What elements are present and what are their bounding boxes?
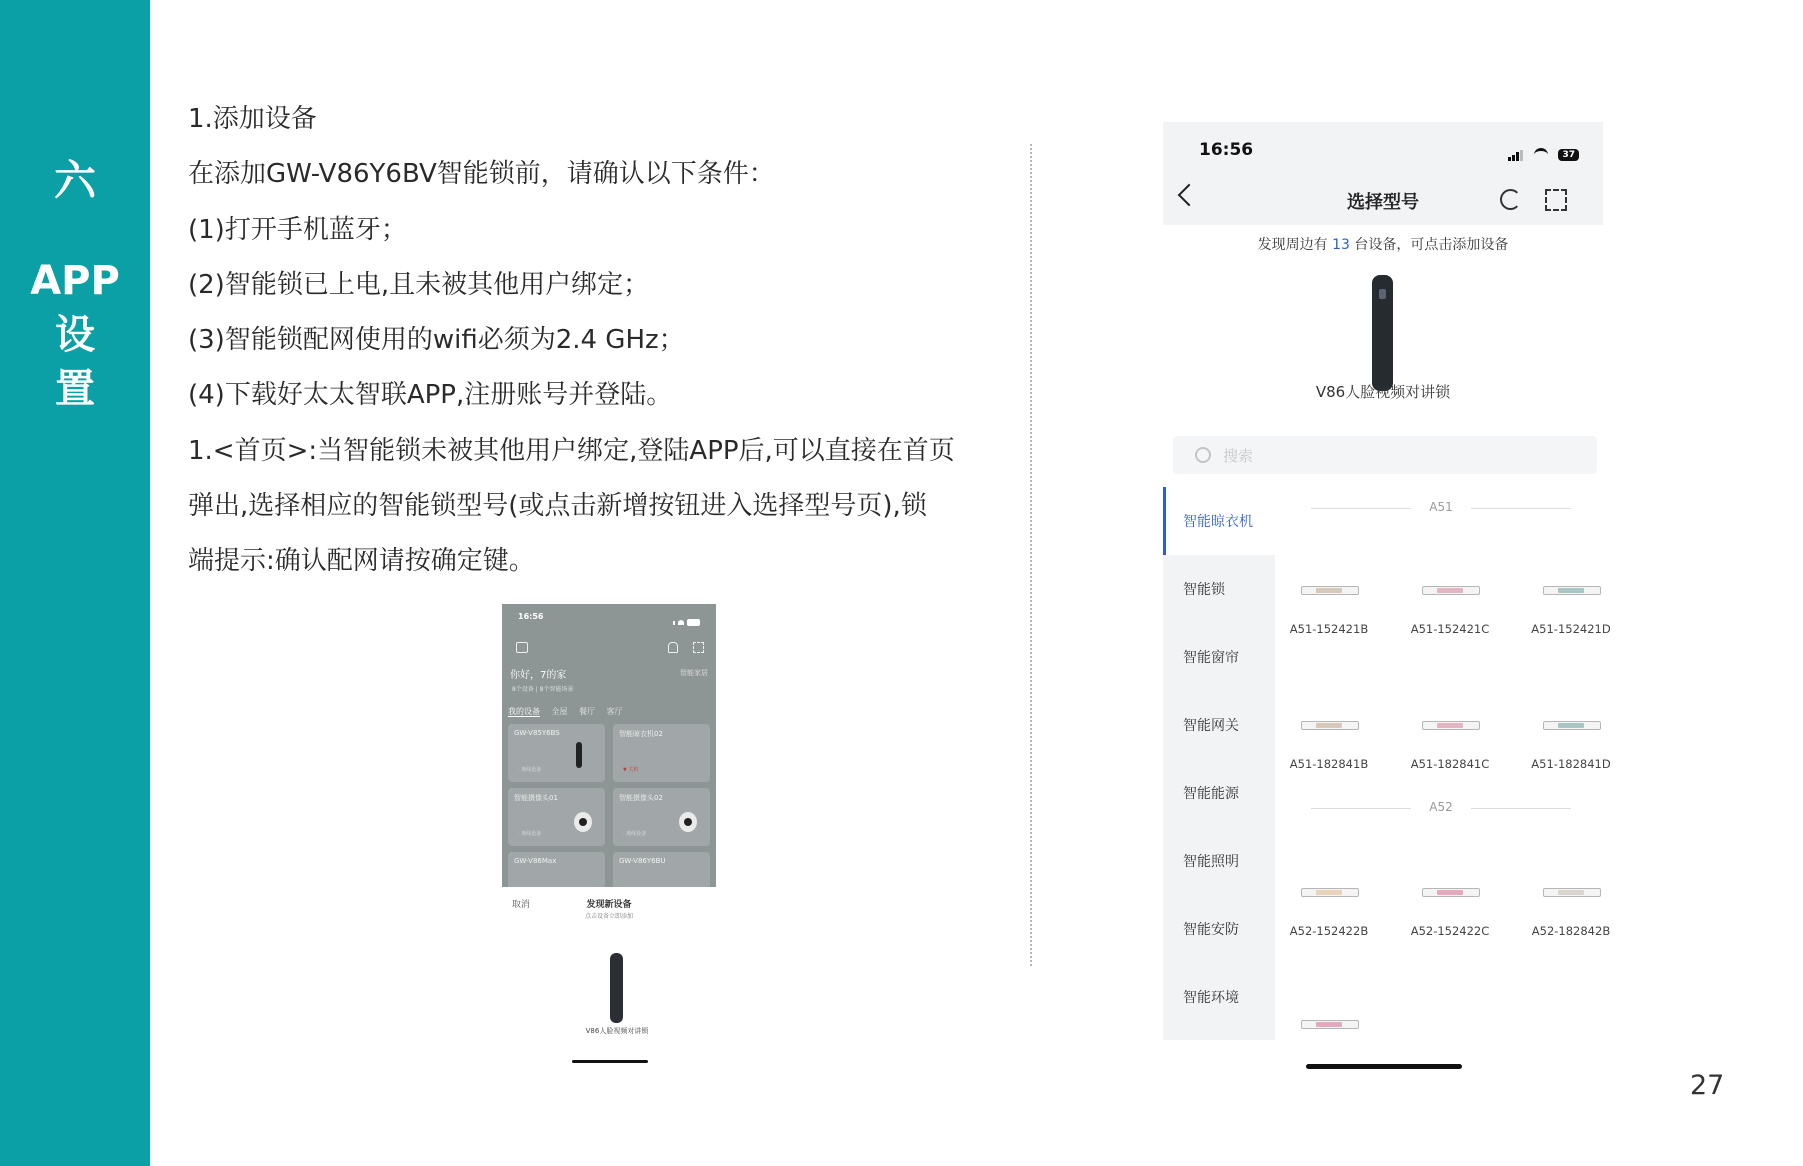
product-swatch [1316,1022,1342,1027]
chapter-title [0,254,150,416]
product-item[interactable] [1521,870,1621,940]
product-item[interactable] [1400,568,1500,638]
device-card[interactable] [613,724,710,782]
section-header: A52 [1311,800,1571,816]
device-card[interactable] [508,724,605,782]
product-item[interactable] [1521,703,1621,773]
sheet-title: 发现新设备 [586,900,632,910]
product-swatch [1558,588,1584,593]
lock-device-label[interactable]: V86人脸视频对讲锁 [585,1027,649,1035]
category-item[interactable] [1163,555,1275,623]
product-image [1301,721,1359,730]
tab-living[interactable]: 客厅 [606,707,623,716]
discovery-suffix: 台设备，可点击添加设备 [1349,237,1509,253]
device-card-name: 智能晾衣机02 [619,730,663,738]
product-item[interactable] [1279,703,1379,773]
product-name: A51-152421B [1289,622,1369,636]
product-image [1543,888,1601,897]
device-card-status: · 离线设备 [623,831,647,837]
scan-icon[interactable] [693,642,704,653]
product-item[interactable] [1400,870,1500,940]
product-image [1301,1020,1359,1029]
product-name: A51-182841B [1289,757,1369,771]
category-label: 智能照明 [1183,854,1239,870]
category-label: 智能窗帘 [1183,650,1239,666]
step-line-1: 1.<首页>:当智能锁未被其他用户绑定,登陆APP后,可以直接在首页 [188,435,955,466]
section-header: A51 [1311,500,1571,516]
product-image [1422,888,1480,897]
category-label: 智能网关 [1183,718,1239,734]
search-icon [1195,447,1211,463]
home-icon[interactable] [516,642,528,653]
status-icons [670,612,706,620]
cancel-button[interactable]: 取消 [512,900,531,910]
device-card-name: 智能摄像头02 [619,794,663,802]
category-item[interactable] [1163,487,1275,555]
search-placeholder: 搜索 [1223,447,1254,465]
page-title: 选择型号 [1347,192,1419,213]
home-indicator [572,1060,648,1063]
device-card-status: ▼ 关机 [623,767,639,773]
column-divider [1030,144,1032,966]
chapter-title-char: APP [30,258,120,304]
home-screen [502,604,716,887]
lock-device-image[interactable] [1372,275,1393,391]
nav-header [1163,122,1603,225]
category-label: 智能能源 [1183,786,1239,802]
category-sidebar [1163,487,1275,1040]
lock-device-label[interactable]: V86人脸视频对讲锁 [1315,383,1451,401]
tab-dining[interactable]: 餐厅 [579,707,596,716]
device-card-name: GW-V85Y6BS [514,729,560,737]
category-item[interactable] [1163,895,1275,963]
category-label: 智能安防 [1183,922,1239,938]
category-label: 智能环境 [1183,990,1239,1006]
product-name: A52-182842B [1531,924,1611,938]
product-image [1543,586,1601,595]
category-item[interactable] [1163,623,1275,691]
chapter-title-char: 设 [55,312,95,358]
category-label: 智能锁 [1183,582,1225,598]
product-item[interactable] [1400,703,1500,773]
discovery-count: 13 [1332,237,1350,253]
home-indicator [1306,1064,1462,1069]
discovery-prefix: 发现周边有 [1257,237,1333,253]
product-image [1301,888,1359,897]
select-model-screenshot [1163,122,1611,1040]
product-image [1543,721,1601,730]
step-line-2: 弹出,选择相应的智能锁型号(或点击新增按钮进入选择型号页),锁 [188,491,927,522]
device-card[interactable] [508,788,605,846]
product-image [1301,586,1359,595]
category-item[interactable] [1163,759,1275,827]
step-line-3: 端提示:确认配网请按确定键。 [188,546,535,577]
battery-icon: 37 [1558,149,1579,161]
discovery-message [1163,234,1603,254]
home-summary: 8个设备 | 8个智能场景 [512,686,574,693]
tab-my-devices[interactable]: 我的设备 [508,707,540,716]
product-item[interactable] [1521,568,1621,638]
condition-2: (2)智能锁已上电,且未被其他用户绑定； [188,269,650,300]
product-swatch [1558,890,1584,895]
chapter-band [0,0,150,1166]
scan-icon[interactable] [1545,189,1567,211]
condition-1: (1)打开手机蓝牙； [188,214,407,245]
device-card-name: GW-V86Y6BU [619,857,666,865]
device-card-status: · 离线设备 [518,767,542,773]
product-name: A51-152421C [1410,622,1490,636]
product-swatch [1558,723,1584,728]
category-item[interactable] [1163,827,1275,895]
product-item[interactable] [1279,870,1379,940]
product-name: A52-152422C [1410,924,1490,938]
device-card-name: GW-V86Max [514,857,557,865]
product-image [1422,586,1480,595]
product-item[interactable] [1279,1002,1379,1072]
product-swatch [1316,890,1342,895]
product-swatch [1316,588,1342,593]
camera-thumbnail [574,812,592,832]
device-card-status: · 离线设备 [518,831,542,837]
room-tabs [508,706,632,717]
greeting: 你好，7的家 [510,670,567,681]
product-image [1422,721,1480,730]
category-item[interactable] [1163,691,1275,759]
product-name: A51-182841D [1531,757,1611,771]
device-card[interactable] [613,852,710,887]
status-time: 16:56 [518,612,544,621]
category-label: 智能晾衣机 [1183,514,1253,530]
wifi-icon [1534,148,1548,161]
product-swatch [1316,723,1342,728]
intro-line: 在添加GW-V86Y6BV智能锁前，请确认以下条件： [188,159,775,190]
product-item[interactable] [1279,568,1379,638]
page-number: 27 [1690,1070,1725,1101]
section-heading: 1.添加设备 [188,104,317,134]
refresh-icon[interactable] [1500,189,1521,210]
condition-3: (3)智能锁配网使用的wifi必须为2.4 GHz； [188,325,685,356]
new-device-sheet [502,887,716,1064]
greeting-right[interactable]: 智能家居 [680,669,708,677]
product-swatch [1437,588,1463,593]
product-swatch [1437,723,1463,728]
product-name: A51-182841C [1410,757,1490,771]
camera-thumbnail [679,812,697,832]
signal-icon [1508,142,1524,161]
product-name: A51-152421D [1531,622,1611,636]
home-screenshot [502,604,716,1064]
chapter-number: 六 [53,156,96,205]
sheet-hint: 点击设备立即添加 [584,913,633,920]
status-icons [1503,142,1579,161]
lock-device-image[interactable] [610,953,623,1023]
search-input[interactable] [1173,436,1597,474]
bell-icon[interactable] [668,642,678,653]
chapter-title-char: 置 [55,366,95,412]
tab-whole-house[interactable]: 全屋 [551,707,568,716]
device-card[interactable] [508,852,605,887]
product-name: A52-152422B [1289,924,1369,938]
category-item[interactable] [1163,963,1275,1031]
device-card[interactable] [613,788,710,846]
condition-4: (4)下载好太太智联APP,注册账号并登陆。 [188,380,673,411]
device-card-name: 智能摄像头01 [514,794,558,802]
status-time: 16:56 [1199,140,1254,160]
instructions [188,92,1008,590]
lock-thumbnail [576,742,582,768]
product-swatch [1437,890,1463,895]
